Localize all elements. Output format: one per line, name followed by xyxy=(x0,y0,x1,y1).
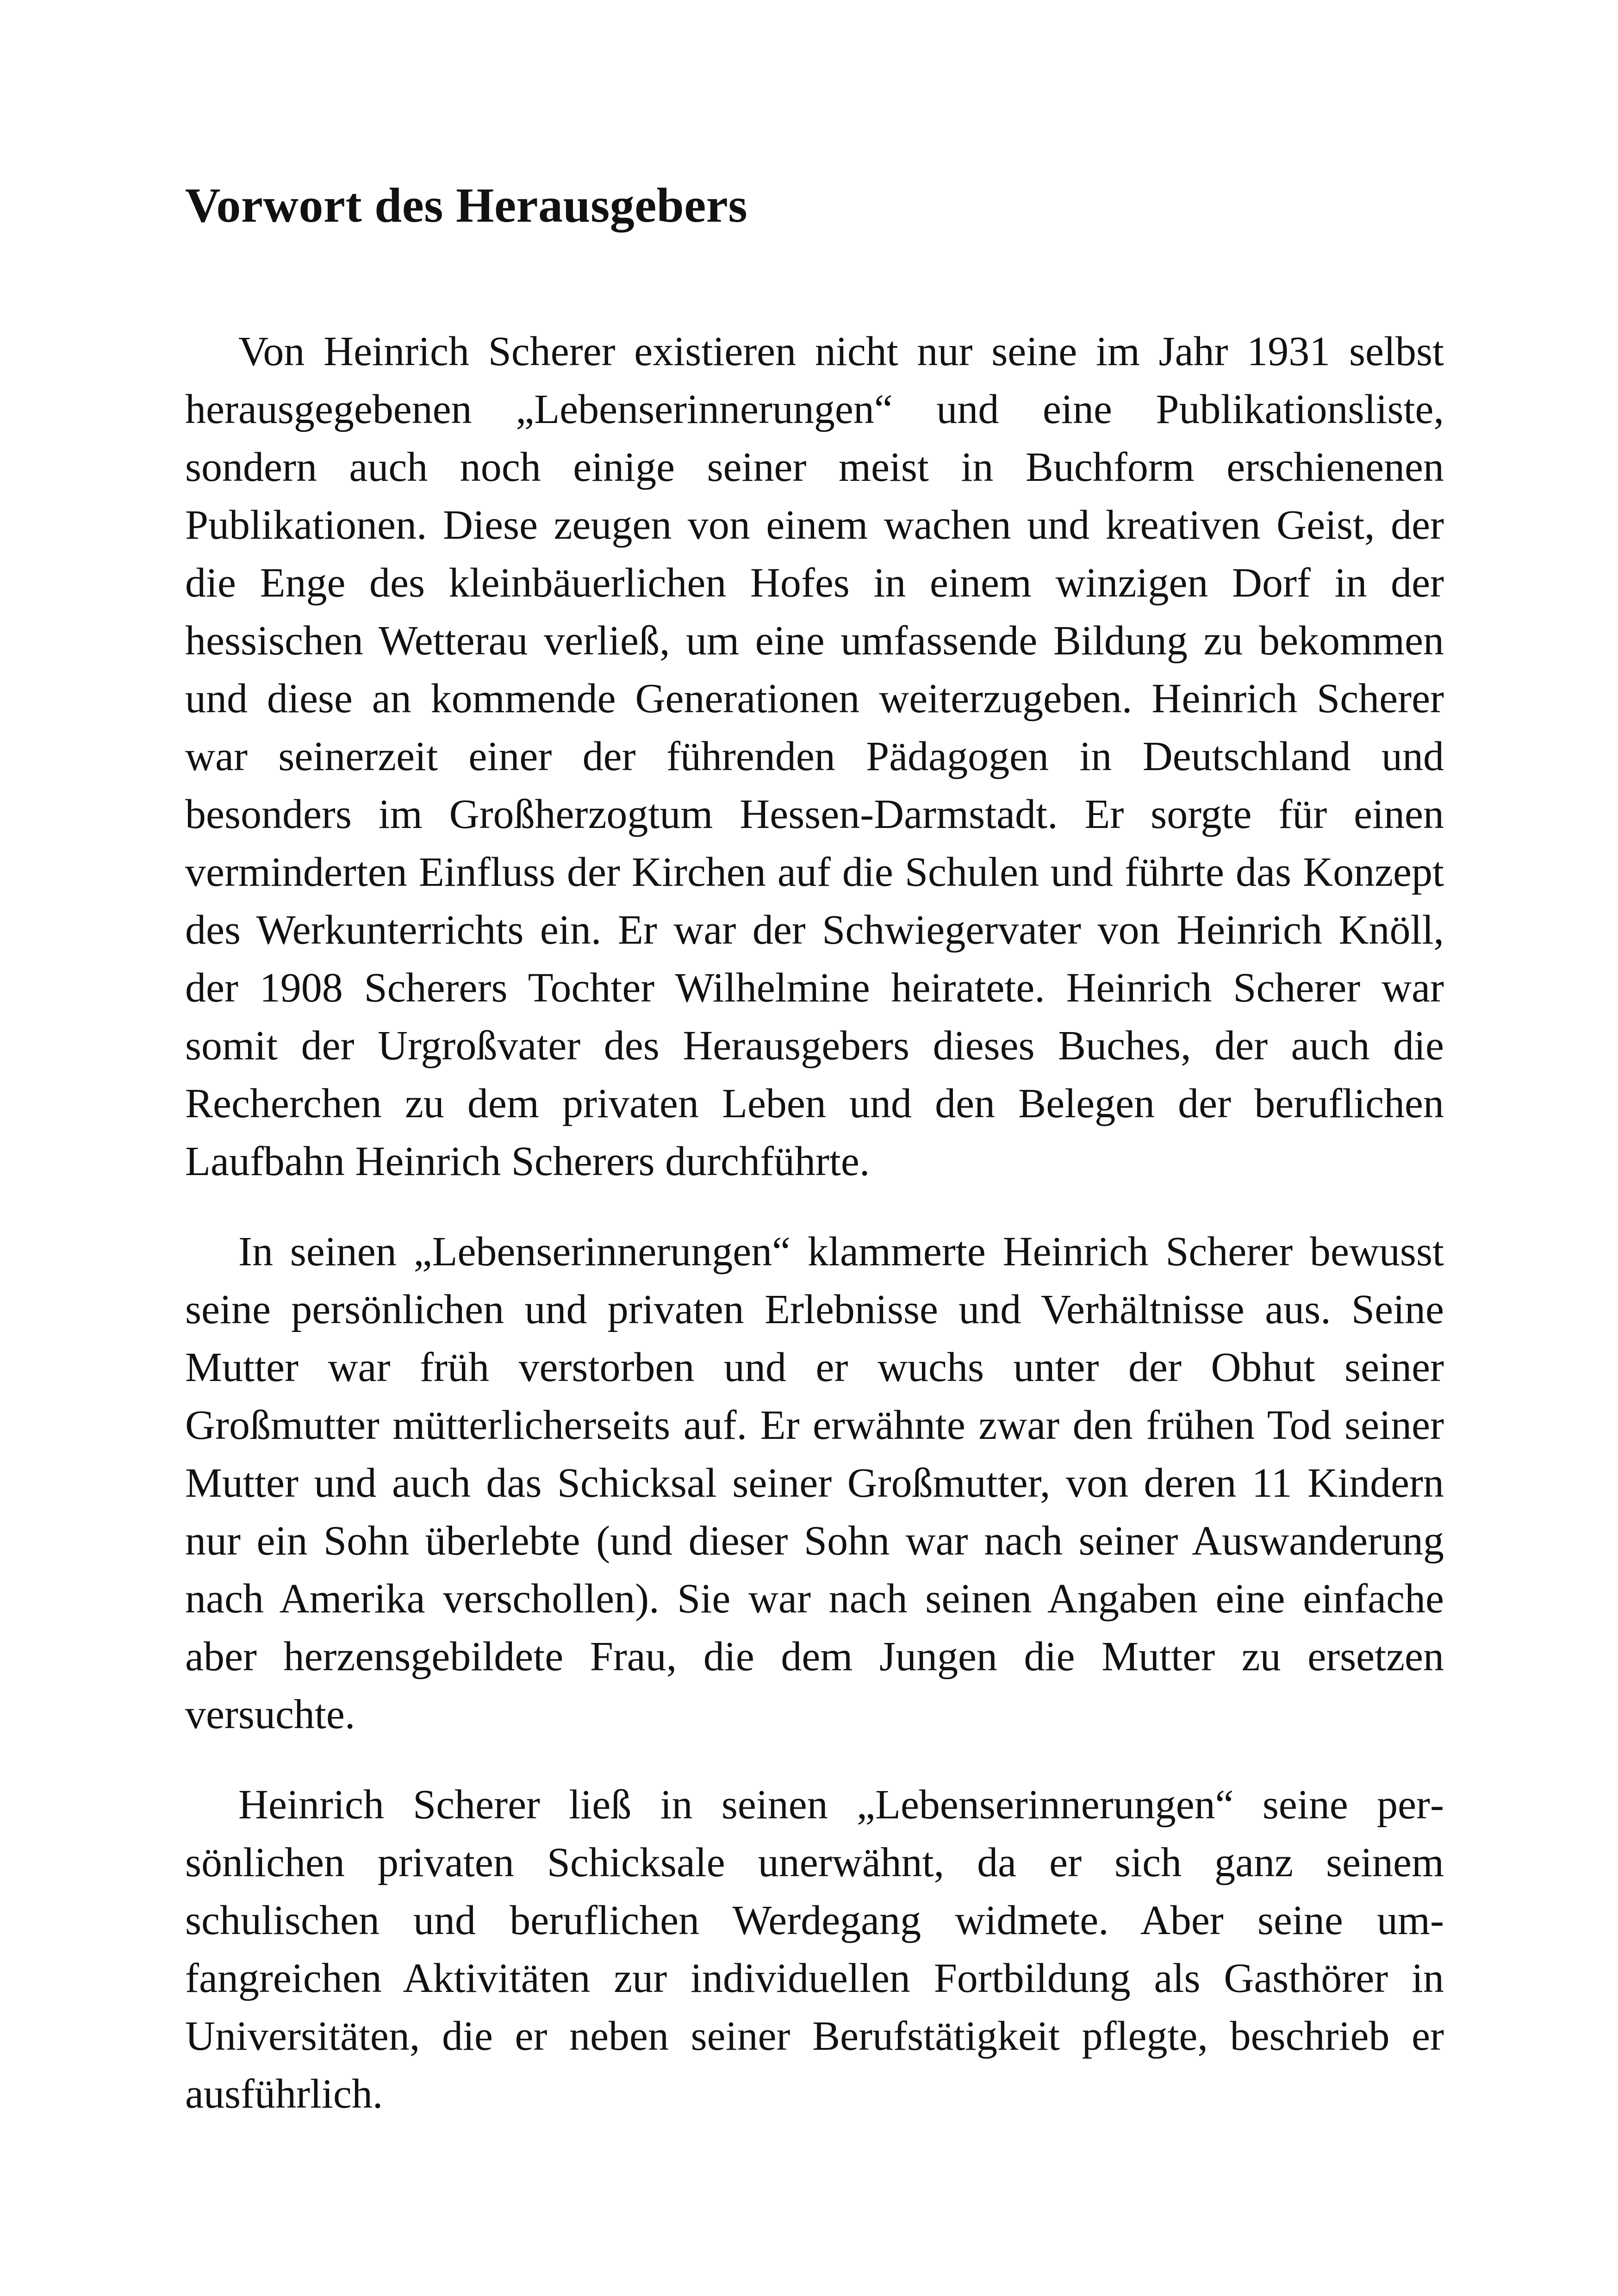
paragraph-2: In seinen „Lebenserinnerungen“ klammerte Heinrich Scherer bewusst seine persönlichen und privaten Erlebnisse und Verhältnisse aus. Seine Mutter war früh verstorben und er wuchs unter der Obhut seiner Großmutter mütterlicherseits auf. Er erwähnte zwar den frühen Tod seiner Mutter und auch das Schicksal seiner Großmutter, von deren 11 Kindern nur ein Sohn überlebte (und dieser Sohn war nach seiner Auswanderung nach Amerika verschollen). Sie war nach seinen Angaben eine einfache aber herzensgebildete Frau, die dem Jungen die Mutter zu ersetzen versuchte. xyxy=(185,1229,1444,1738)
paragraph-3: Heinrich Scherer ließ in seinen „Lebenserinnerungen“ seine persönlichen privaten Schicksale unerwähnt, da er sich ganz seinem schulischen und beruflichen Werdegang widmete. Aber seine umfangreichen Aktivitäten zur individuellen Fortbildung als Gasthörer in Universitäten, die er neben seiner Berufstätigkeit pflegte, beschrieb er ausführlich. xyxy=(185,1782,1444,2117)
page-title: Vorwort des Herausgebers xyxy=(185,178,748,232)
body-text xyxy=(185,323,1444,2123)
paragraph-1: Von Heinrich Scherer existieren nicht nur seine im Jahr 1931 selbst herausgegebenen „Lebenserinnerungen“ und eine Publikationsliste, sondern auch noch einige seiner meist in Buchform erschienenen Publikationen. Diese zeugen von einem wachen und kreativen Geist, der die Enge des kleinbäuerlichen Hofes in einem winzigen Dorf in der hessischen Wetterau verließ, um eine umfassende Bildung zu bekommen und diese an kommende Generationen weiterzugeben. Heinrich Scherer war seinerzeit einer der führenden Pädagogen in Deutschland und besonders im Großherzogtum Hessen-Darmstadt. Er sorgte für einen verminderten Einfluss der Kirchen auf die Schulen und führte das Konzept des Werkunterrichts ein. Er war der Schwiegervater von Heinrich Knöll, der 1908 Scherers Tochter Wilhelmine heiratete. Heinrich Scherer war somit der Urgroßvater des Herausgebers dieses Buches, der auch die Recherchen zu dem privaten Leben und den Belegen der beruflichen Laufbahn Heinrich Scherers durchführte. xyxy=(185,329,1444,1185)
page-content xyxy=(185,176,1444,2155)
